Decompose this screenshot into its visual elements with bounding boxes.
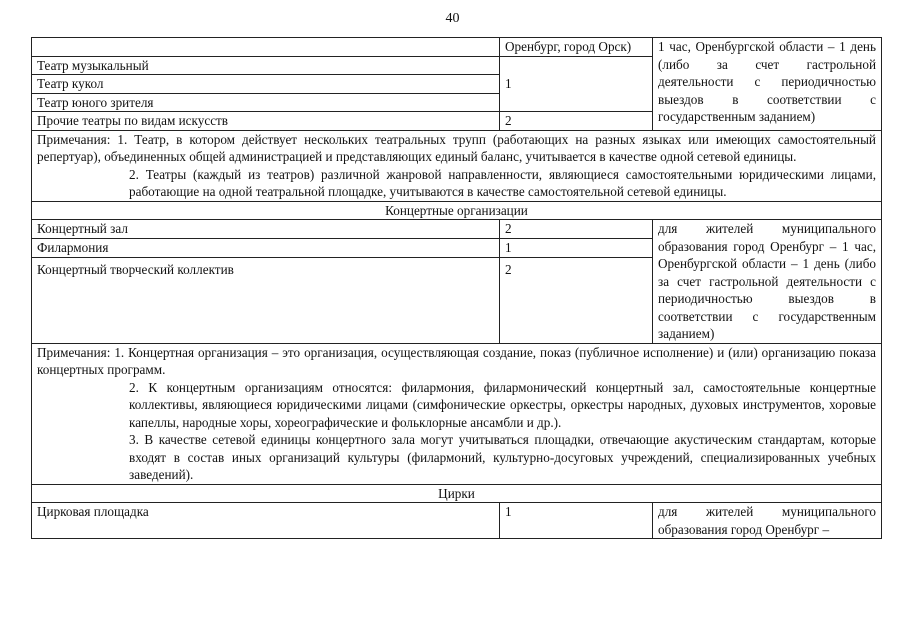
note-text: 2. Театры (каждый из театров) различной жанровой направленности, являющиеся самостоятельными юридическими лицами, работающие на одной театральной площадке, учитываются в качестве самостоятельной сетевой единицы. xyxy=(129,166,876,199)
theater-city-cell: Оренбург, город Орск) xyxy=(500,38,653,57)
row-name: Концертный зал xyxy=(32,220,500,239)
concert-time-cell: для жителей муниципального образования город Оренбург – 1 час, Оренбургской области – 1 день (либо за счет гастрольной деятельности с периодичностью выездов в соответствии с государственным заданием) xyxy=(653,220,882,344)
table-row xyxy=(32,38,882,57)
row-value: 1 xyxy=(500,503,653,539)
row-name: Театр кукол xyxy=(32,75,500,94)
note-text: 3. В качестве сетевой единицы концертного зала могут учитываться площадки, отвечающие акустическим стандартам, которые входят в состав иных организаций культуры (филармоний, культурно-досуговых учреждений, специализированных учебных заведений). xyxy=(129,432,876,482)
theater-continuation-name xyxy=(32,38,500,57)
table-row xyxy=(32,503,882,539)
section-header-circus: Цирки xyxy=(32,484,882,503)
page-number: 40 xyxy=(445,11,460,26)
row-name: Прочие театры по видам искусств xyxy=(32,112,500,131)
section-header-concerts: Концертные организации xyxy=(32,201,882,220)
concert-notes xyxy=(32,343,882,484)
row-name: Филармония xyxy=(32,238,500,257)
row-name: Театр музыкальный xyxy=(32,56,500,75)
table-row xyxy=(32,343,882,484)
circus-time-cell: для жителей муниципального образования город Оренбург – xyxy=(653,503,882,539)
theater-time-cell: 1 час, Оренбургской области – 1 день (либо за счет гастрольной деятельности с периодичностью выездов в соответствии с государственным заданием) xyxy=(653,38,882,131)
row-name: Цирковая площадка xyxy=(32,503,500,539)
row-name: Театр юного зрителя xyxy=(32,93,500,112)
theater-notes xyxy=(32,130,882,201)
table-row xyxy=(32,484,882,503)
note-text: Примечания: 1. Театр, в котором действует нескольких театральных трупп (работающих на разных языках или имеющих самостоятельный репертуар), объединенных общей администрацией и представляющих единый баланс, учитывается в качестве одной сетевой единицы. xyxy=(37,131,876,164)
table-row xyxy=(32,201,882,220)
row-value: 2 xyxy=(500,112,653,131)
note-text: Примечания: 1. Концертная организация – это организация, осуществляющая создание, показ (публичное исполнение) и (или) организацию показа концертных программ. xyxy=(37,344,876,377)
row-value: 1 xyxy=(500,56,653,112)
note-text: 2. К концертным организациям относятся: филармония, филармонический концертный зал, самостоятельные концертные коллективы, являющиеся юридическими лицами (симфонические оркестры, оркестры народных, духовых инструментов, хоровые капеллы, народные хоры, хореографические и фольклорные ансамбли и др.). xyxy=(129,379,876,430)
row-name: Концертный творческий коллектив xyxy=(32,257,500,343)
table-row xyxy=(32,220,882,239)
row-value: 2 xyxy=(500,257,653,343)
row-value: 1 xyxy=(500,238,653,257)
table-row xyxy=(32,130,882,201)
row-value: 2 xyxy=(500,220,653,239)
norms-table xyxy=(31,37,882,539)
